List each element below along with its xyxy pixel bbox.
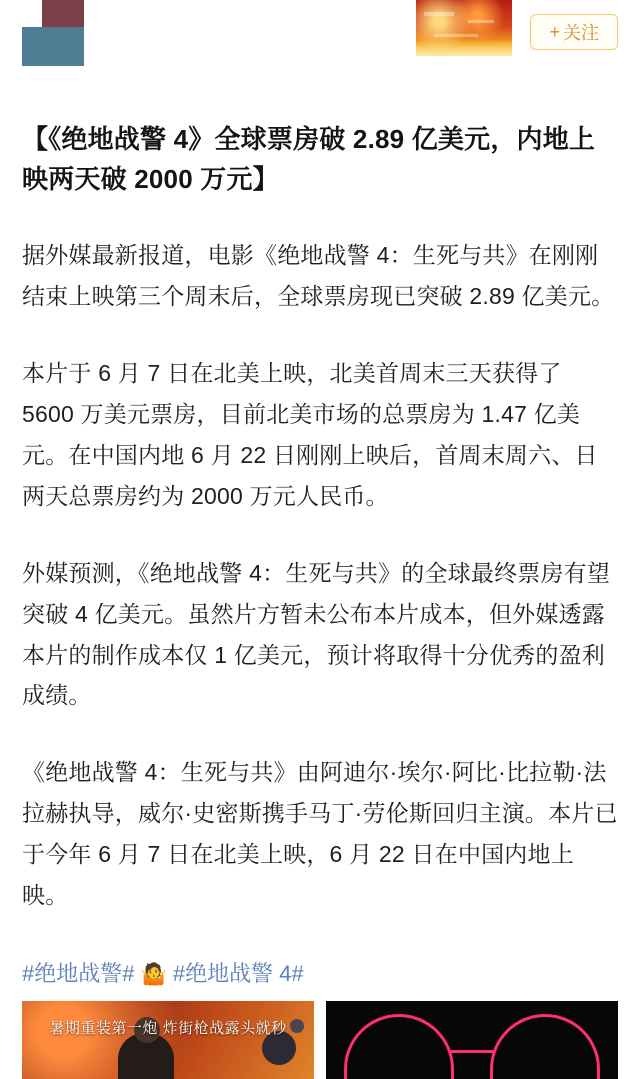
avatar-shape-bottom <box>22 27 84 66</box>
plus-icon: + <box>549 22 560 42</box>
article-paragraph: 本片于 6 月 7 日在北美上映，北美首周末三天获得了 5600 万美元票房，目前北美市场的总票房为 1.47 亿美元。在中国内地 6 月 22 日刚刚上映后，首周末周六、日两天总票房约为 2000 万元人民币。 <box>22 359 598 509</box>
article-paragraph: 外媒预测，《绝地战警 4：生死与共》的全球最终票房有望突破 4 亿美元。虽然片方暂未公布本片成本，但外媒透露本片的制作成本仅 1 亿美元，预计将取得十分优秀的盈利成绩。 <box>22 559 611 709</box>
shrug-emoji-icon: 🤷 <box>140 963 167 987</box>
hashtag-link-2[interactable]: #绝地战警 4# <box>172 961 304 987</box>
thumbnail-streak <box>434 34 478 37</box>
article-paragraph: 据外媒最新报道，电影《绝地战警 4：生死与共》在刚刚结束上映第三个周末后，全球票房现已突破 2.89 亿美元。 <box>22 242 615 309</box>
thumb-neon-shape <box>344 1014 454 1079</box>
avatar[interactable] <box>22 0 104 66</box>
related-video-strip <box>22 1001 618 1079</box>
page-title: 【《绝地战警 4》全球票房破 2.89 亿美元，内地上映两天破 2000 万元】 <box>22 124 596 194</box>
hashtag-row <box>22 956 618 992</box>
video-caption: 暑期重装第一炮 炸街枪战露头就秒 <box>49 1020 287 1037</box>
article-body <box>0 120 640 992</box>
follow-button-label: 关注 <box>563 23 599 43</box>
thumb-neon-shape <box>490 1014 600 1079</box>
thumbnail-streak <box>424 12 454 16</box>
follow-button[interactable] <box>530 14 618 50</box>
article-header <box>0 0 640 86</box>
video-thumb-left[interactable] <box>22 1001 314 1079</box>
video-thumb-right[interactable] <box>326 1001 618 1079</box>
thumb-neon-bar <box>449 1050 495 1053</box>
hashtag-link-1[interactable]: #绝地战警# <box>22 961 135 987</box>
article-thumbnail[interactable] <box>416 0 512 56</box>
article-paragraph: 《绝地战警 4：生死与共》由阿迪尔·埃尔·阿比·比拉勒·法拉赫执导，威尔·史密斯携手马丁·劳伦斯回归主演。本片已于今年 6 月 7 日在北美上映，6 月 22 日在中国内地上映。 <box>22 759 618 909</box>
thumbnail-streak <box>468 20 494 23</box>
